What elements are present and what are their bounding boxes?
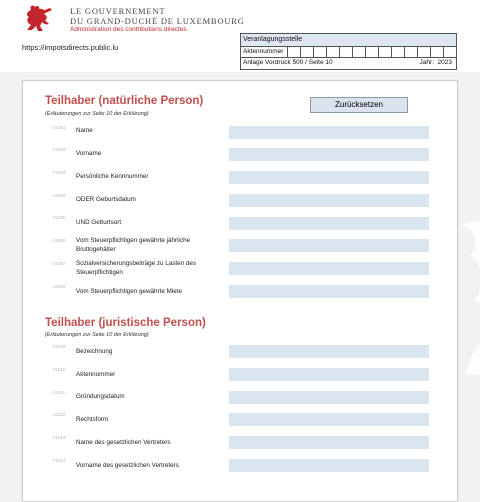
label-bruttogehaelter: Vom Steuerpflichtigen gewährte jährliche Bruttogehälter [76, 237, 191, 253]
anlage-note: Anlage Vordruck 500 / Seite 10 [243, 59, 333, 66]
field-code: 01013 [53, 435, 66, 440]
aktennummer-input[interactable] [229, 368, 429, 381]
header-bar [0, 0, 480, 72]
aktennummer-cells[interactable] [287, 47, 456, 57]
anlage-row [241, 58, 456, 68]
field-code: 01007 [53, 261, 66, 266]
label-geburtsdatum: ODER Geburtsdatum [76, 196, 136, 203]
label-vertreter-vorname: Vorname des gesetzlichen Vertreters [76, 462, 179, 469]
section-subtitle-natural: (Erläuterungen zur Seite 10 der Erklärung) [45, 111, 149, 117]
akten-cell[interactable] [339, 47, 352, 57]
form-sheet [22, 80, 458, 502]
akten-cell[interactable] [313, 47, 326, 57]
label-name: Name [76, 127, 93, 134]
bezeichnung-input[interactable] [229, 345, 429, 358]
vorname-input[interactable] [229, 148, 429, 161]
field-code: 01004 [53, 193, 66, 198]
year-value: 2023 [437, 59, 452, 66]
field-code: 01002 [53, 147, 66, 152]
government-name-line2: DU GRAND-DUCHÉ DE LUXEMBOURG [70, 16, 245, 26]
akten-cell[interactable] [443, 47, 456, 57]
gruendungsdatum-input[interactable] [229, 391, 429, 404]
vertreter-vorname-input[interactable] [229, 459, 429, 472]
vertreter-name-input[interactable] [229, 436, 429, 449]
akten-cell[interactable] [352, 47, 365, 57]
geburtsdatum-input[interactable] [229, 194, 429, 207]
year-display [419, 58, 452, 68]
administration-name: Administration des contributions directes [70, 26, 187, 33]
akten-cell[interactable] [417, 47, 430, 57]
label-aktennummer: Aktennummer [76, 371, 116, 378]
label-bezeichnung: Bezeichnung [76, 348, 113, 355]
kennnummer-input[interactable] [229, 171, 429, 184]
akten-cell[interactable] [287, 47, 300, 57]
bruttogehaelter-input[interactable] [229, 239, 429, 252]
geburtsort-input[interactable] [229, 217, 429, 230]
label-miete: Vom Steuerpflichtigen gewährte Miete [76, 288, 183, 295]
section-subtitle-legal: (Erläuterungen zur Seite 10 der Erklärung) [45, 332, 149, 338]
akten-cell[interactable] [300, 47, 313, 57]
label-sozialversicherung: Sozialversicherungsbeiträge zu Lasten des Steuerpflichtigen [76, 260, 197, 276]
label-gruendungsdatum: Gründungsdatum [76, 393, 125, 400]
lion-watermark-icon [420, 215, 480, 375]
field-code: 01011 [53, 390, 66, 395]
field-code: 01005 [53, 215, 66, 220]
government-name-line1: LE GOUVERNEMENT [70, 6, 166, 16]
akten-cell[interactable] [326, 47, 339, 57]
name-input[interactable] [229, 126, 429, 139]
miete-input[interactable] [229, 285, 429, 298]
akten-cell[interactable] [391, 47, 404, 57]
reset-button[interactable]: Zurücksetzen [310, 97, 408, 113]
label-vorname: Vorname [76, 150, 102, 157]
field-code: 01001 [53, 125, 66, 130]
veranlagung-title: Veranlagungsstelle [241, 34, 456, 47]
section-title-legal: Teilhaber (juristische Person) [45, 317, 206, 329]
label-geburtsort: UND Geburtsort [76, 219, 122, 226]
field-code: 01010 [53, 367, 66, 372]
label-kennnummer: Persönliche Kennnummer [76, 173, 149, 180]
field-code: 01012 [53, 412, 66, 417]
section-title-natural: Teilhaber (natürliche Person) [45, 95, 204, 107]
field-code: 01014 [53, 458, 66, 463]
field-code: 01008 [53, 284, 66, 289]
akten-cell[interactable] [430, 47, 443, 57]
veranlagung-box [240, 33, 457, 70]
year-label: Jahr: [419, 59, 434, 66]
field-code: 01003 [53, 170, 66, 175]
lion-crest-icon [22, 4, 56, 34]
rechtsform-input[interactable] [229, 413, 429, 426]
akten-cell[interactable] [378, 47, 391, 57]
aktennummer-label: Aktennummer [243, 48, 284, 55]
akten-cell[interactable] [365, 47, 378, 57]
label-vertreter-name: Name des gesetzlichen Vertreters [76, 439, 171, 446]
field-code: 01006 [53, 238, 66, 243]
website-url[interactable]: https://impotsdirects.public.lu [22, 43, 119, 52]
akten-cell[interactable] [404, 47, 417, 57]
aktennummer-row [241, 47, 456, 58]
sozialversicherung-input[interactable] [229, 262, 429, 275]
label-rechtsform: Rechtsform [76, 416, 109, 423]
field-code: 01009 [53, 344, 66, 349]
